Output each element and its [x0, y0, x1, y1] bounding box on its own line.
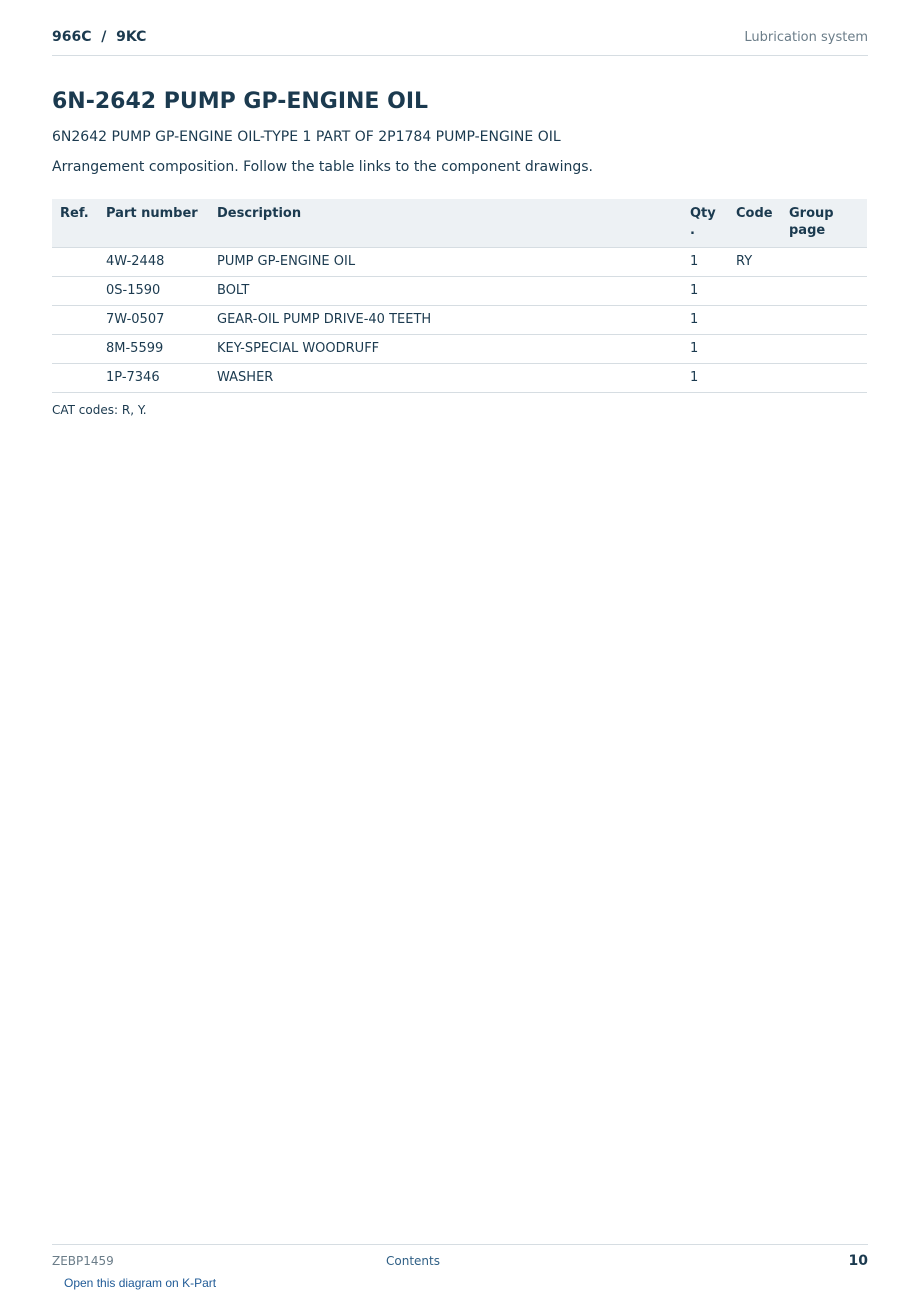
cat-codes-note: CAT codes: R, Y.: [52, 403, 147, 417]
part-number-link[interactable]: 1P-7346: [106, 370, 160, 385]
cell-part-number: [98, 335, 209, 364]
cell-description: PUMP GP-ENGINE OIL: [209, 248, 682, 277]
cell-group-page: [781, 306, 867, 335]
table-row: [52, 277, 867, 306]
machine-model: 966C / 9KC: [52, 29, 147, 45]
col-header-ref: Ref.: [52, 199, 98, 248]
open-k-part-link[interactable]: Open this diagram on K-Part: [64, 1276, 217, 1290]
page-header: [52, 28, 868, 56]
col-header-code: Code: [728, 199, 781, 248]
contents-link[interactable]: Contents: [386, 1254, 440, 1268]
page-footer: [52, 1244, 868, 1275]
cell-part-number: [98, 277, 209, 306]
cell-code: [728, 335, 781, 364]
col-header-qty: Qty .: [682, 199, 728, 248]
cell-ref: [52, 277, 98, 306]
cell-qty: 1: [682, 277, 728, 306]
cell-code: [728, 277, 781, 306]
cell-part-number: [98, 364, 209, 393]
table-row: [52, 335, 867, 364]
col-header-description: Description: [209, 199, 682, 248]
cell-ref: [52, 248, 98, 277]
cell-group-page: [781, 277, 867, 306]
cell-ref: [52, 306, 98, 335]
part-number-link[interactable]: 4W-2448: [106, 254, 165, 269]
cell-code: [728, 364, 781, 393]
cell-ref: [52, 364, 98, 393]
cell-code: RY: [728, 248, 781, 277]
cell-group-page: [781, 248, 867, 277]
section-name: Lubrication system: [744, 30, 868, 45]
cell-group-page: [781, 335, 867, 364]
part-number-link[interactable]: 7W-0507: [106, 312, 165, 327]
table-row: [52, 248, 867, 277]
table-row: [52, 306, 867, 335]
table-row: [52, 364, 867, 393]
cell-group-page: [781, 364, 867, 393]
table-header-row: [52, 199, 867, 248]
part-number-link[interactable]: 8M-5599: [106, 341, 164, 356]
parts-table: [52, 199, 867, 393]
cell-qty: 1: [682, 306, 728, 335]
intro-text: Arrangement composition. Follow the table links to the component drawings.: [52, 159, 593, 175]
cell-part-number: [98, 248, 209, 277]
cell-code: [728, 306, 781, 335]
document-id: ZEBP1459: [52, 1254, 114, 1268]
page-title: 6N-2642 PUMP GP-ENGINE OIL: [52, 89, 429, 114]
cell-description: GEAR-OIL PUMP DRIVE-40 TEETH: [209, 306, 682, 335]
cell-qty: 1: [682, 364, 728, 393]
cell-qty: 1: [682, 248, 728, 277]
cell-part-number: [98, 306, 209, 335]
page-number: 10: [848, 1253, 868, 1269]
cell-description: WASHER: [209, 364, 682, 393]
cell-description: BOLT: [209, 277, 682, 306]
cell-ref: [52, 335, 98, 364]
col-header-group-page: Group page: [781, 199, 867, 248]
cell-qty: 1: [682, 335, 728, 364]
part-number-link[interactable]: 0S-1590: [106, 283, 161, 298]
cell-description: KEY-SPECIAL WOODRUFF: [209, 335, 682, 364]
page-subtitle: 6N2642 PUMP GP-ENGINE OIL-TYPE 1 PART OF 2P1784 PUMP-ENGINE OIL: [52, 129, 561, 145]
col-header-part-number: Part number: [98, 199, 209, 248]
